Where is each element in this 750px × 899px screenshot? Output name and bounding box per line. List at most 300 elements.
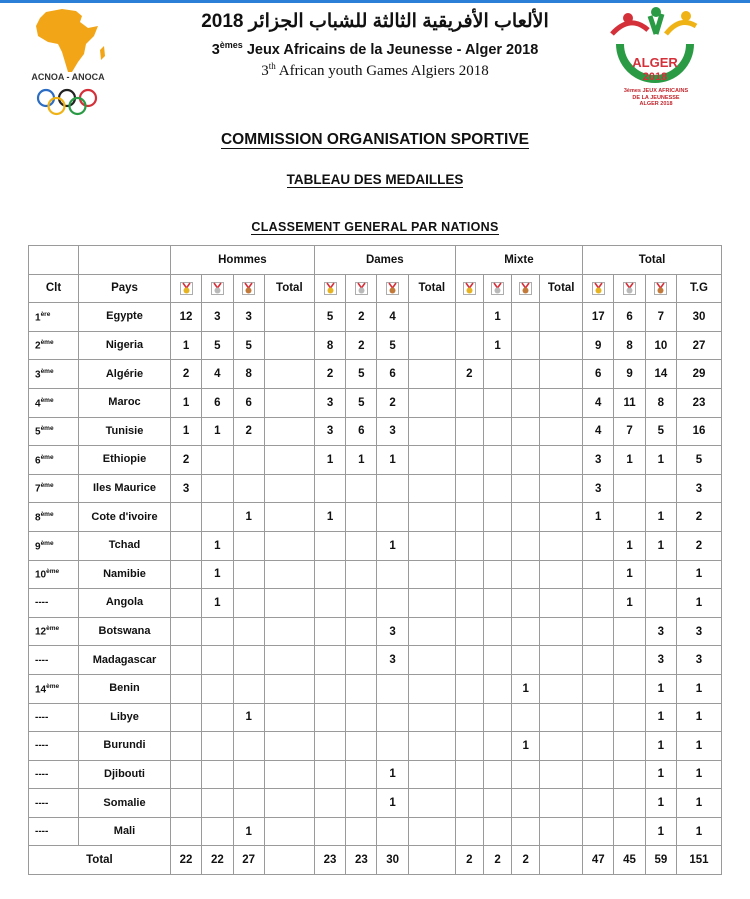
medal-count-cell [614,732,645,761]
medal-count-cell [540,589,583,618]
medal-count-cell [264,703,314,732]
medal-count-cell [202,760,233,789]
medal-count-cell: 12 [170,303,201,332]
medal-count-cell: 1 [512,674,540,703]
medal-count-cell: 8 [314,331,345,360]
total-count-cell [264,846,314,875]
medal-count-cell [408,817,455,846]
french-title: 3èmes Jeux Africains de la Jeunesse - Alger 2018 [211,40,539,58]
acnoa-label: ACNOA - ANOCA [31,72,105,82]
medal-count-cell: 7 [645,303,676,332]
medal-count-cell: 1 [676,560,721,589]
commission-title: COMMISSION ORGANISATION SPORTIVE [220,131,529,148]
medal-count-cell [408,617,455,646]
medal-count-cell [202,817,233,846]
medal-count-cell [483,474,511,503]
medal-count-cell [483,560,511,589]
medal-count-cell [483,531,511,560]
medal-count-cell [264,417,314,446]
medal-count-cell [233,560,264,589]
medal-count-cell: 1 [314,503,345,532]
medal-count-cell [483,589,511,618]
medal-count-cell [264,474,314,503]
medal-count-cell: 1 [645,732,676,761]
country-cell: Tunisie [79,417,171,446]
medal-count-cell [540,617,583,646]
rank-cell: 1ère [29,303,79,332]
total-count-cell [408,846,455,875]
medal-count-cell [264,617,314,646]
medal-count-cell [314,531,345,560]
rank-cell: ---- [29,789,79,818]
medal-count-cell: 17 [583,303,614,332]
country-cell: Namibie [79,560,171,589]
country-cell: Maroc [79,388,171,417]
medal-count-cell [455,503,483,532]
rank-cell: ---- [29,646,79,675]
medal-count-cell [314,646,345,675]
bronze-medal-icon [645,274,676,303]
medal-count-cell: 3 [583,446,614,475]
medal-count-cell [408,789,455,818]
medal-count-cell: 27 [676,331,721,360]
medal-count-cell [408,703,455,732]
medal-count-cell: 6 [377,360,408,389]
medal-count-cell [512,531,540,560]
tableau-title: TABLEAU DES MEDAILLES [286,172,464,187]
medal-count-cell [170,732,201,761]
total-count-cell: 47 [583,846,614,875]
medal-count-cell: 1 [377,760,408,789]
medal-count-cell [583,789,614,818]
medal-count-cell [170,589,201,618]
medal-count-cell: 11 [614,388,645,417]
medal-count-cell [346,703,377,732]
medal-count-cell [540,560,583,589]
medal-count-cell [540,732,583,761]
medal-count-cell: 3 [314,417,345,446]
medal-count-cell [408,560,455,589]
medal-count-cell [483,674,511,703]
country-cell: Djibouti [79,760,171,789]
medal-count-cell: 1 [645,789,676,818]
medal-count-cell [346,589,377,618]
rank-cell: 2ème [29,331,79,360]
group-header-row [29,246,722,275]
medal-count-cell: 3 [676,617,721,646]
medal-count-cell [346,817,377,846]
total-count-cell: 59 [645,846,676,875]
rank-cell: ---- [29,760,79,789]
medal-count-cell [346,732,377,761]
rank-cell: 9ème [29,531,79,560]
country-cell: Angola [79,589,171,618]
medal-count-cell [512,617,540,646]
medal-count-cell: 2 [233,417,264,446]
medal-count-cell: 5 [346,360,377,389]
medal-count-cell: 1 [233,703,264,732]
medal-count-cell [540,817,583,846]
classement-title: CLASSEMENT GENERAL PAR NATIONS [251,220,499,234]
medal-count-cell: 1 [676,817,721,846]
total-row [29,846,722,875]
medal-count-cell [264,446,314,475]
medal-count-cell [170,817,201,846]
medal-count-cell [455,703,483,732]
total-count-cell: 151 [676,846,721,875]
medal-count-cell [170,560,201,589]
games-emblem-icon [600,4,710,86]
medal-count-cell [202,617,233,646]
medal-count-cell [483,732,511,761]
country-cell: Mali [79,817,171,846]
medal-count-cell: 3 [645,617,676,646]
bronze-medal-icon [233,274,264,303]
medal-count-cell [540,388,583,417]
medal-count-cell: 1 [233,817,264,846]
medal-count-cell [614,617,645,646]
medal-count-cell: 1 [614,446,645,475]
medal-count-cell [377,817,408,846]
table-row [29,417,722,446]
medal-count-cell [512,331,540,360]
medal-count-cell: 1 [377,531,408,560]
medal-count-cell: 1 [676,789,721,818]
medal-count-cell [483,617,511,646]
medal-count-cell: 1 [676,674,721,703]
rank-cell: ---- [29,589,79,618]
col-total: Total [408,274,455,303]
medal-count-cell: 4 [583,417,614,446]
medal-count-cell: 16 [676,417,721,446]
medal-count-cell: 3 [676,646,721,675]
medal-count-cell [202,732,233,761]
medal-count-cell [614,817,645,846]
medal-count-cell [408,474,455,503]
table-row [29,674,722,703]
medal-count-cell: 3 [202,303,233,332]
total-count-cell: 45 [614,846,645,875]
medal-count-cell: 2 [676,503,721,532]
medal-count-cell: 3 [170,474,201,503]
medal-count-cell [408,531,455,560]
medal-count-cell [202,503,233,532]
medal-count-cell [264,560,314,589]
total-count-cell: 23 [346,846,377,875]
medal-count-cell: 6 [614,303,645,332]
logo-year-text: 2018 [642,71,668,83]
medal-count-cell [455,560,483,589]
medal-count-cell [377,674,408,703]
medal-count-cell: 1 [645,503,676,532]
medal-count-cell: 2 [377,388,408,417]
medal-count-cell [170,503,201,532]
country-cell: Iles Maurice [79,474,171,503]
top-blue-line [0,0,750,3]
medal-count-cell [408,417,455,446]
col-pays: Pays [79,274,171,303]
table-row [29,531,722,560]
medal-count-cell: 1 [645,703,676,732]
medal-count-cell [540,331,583,360]
medal-count-cell [264,674,314,703]
medal-count-cell [408,503,455,532]
country-cell: Somalie [79,789,171,818]
col-total: Total [264,274,314,303]
medal-count-cell: 1 [645,674,676,703]
medal-count-cell [170,531,201,560]
country-cell: Egypte [79,303,171,332]
medal-count-cell: 2 [455,360,483,389]
medal-count-cell: 1 [676,703,721,732]
rank-cell: 4ème [29,388,79,417]
table-row [29,617,722,646]
medal-count-cell [233,789,264,818]
table-row [29,446,722,475]
medal-count-cell [202,446,233,475]
country-cell: Cote d'ivoire [79,503,171,532]
total-count-cell [540,846,583,875]
medal-count-cell: 14 [645,360,676,389]
country-cell: Benin [79,674,171,703]
medal-count-cell: 2 [170,446,201,475]
rank-cell: ---- [29,732,79,761]
group-mixte: Mixte [455,246,582,275]
medal-count-cell [264,732,314,761]
medal-count-cell: 1 [202,531,233,560]
medal-count-cell [233,646,264,675]
medal-count-cell [614,760,645,789]
medal-count-cell: 1 [233,503,264,532]
medal-count-cell: 4 [202,360,233,389]
medal-count-cell: 30 [676,303,721,332]
medal-count-cell: 1 [202,560,233,589]
medal-count-cell [512,560,540,589]
silver-medal-icon [202,274,233,303]
medal-count-cell [614,703,645,732]
medal-count-cell [483,360,511,389]
table-row [29,388,722,417]
medal-count-cell [583,817,614,846]
total-count-cell: 22 [170,846,201,875]
logo-alger-text: ALGER [632,55,678,70]
group-hommes: Hommes [170,246,314,275]
medal-count-cell [377,503,408,532]
medal-count-cell [202,789,233,818]
gold-medal-icon [314,274,345,303]
table-row [29,331,722,360]
medal-count-cell: 1 [676,760,721,789]
medal-count-cell [455,446,483,475]
medal-count-cell [408,646,455,675]
total-count-cell: 23 [314,846,345,875]
medal-count-cell [540,789,583,818]
medal-count-cell [483,503,511,532]
medal-count-cell [314,589,345,618]
medal-count-cell: 29 [676,360,721,389]
arabic-title: الألعاب الأفريقية الثالثة للشباب الجزائر 2018 [201,11,549,32]
medal-count-cell [377,474,408,503]
medal-count-cell [170,646,201,675]
table-row [29,560,722,589]
medal-count-cell [455,760,483,789]
medal-count-cell [408,674,455,703]
medal-count-cell [264,789,314,818]
medal-count-cell [264,360,314,389]
medal-count-cell [512,646,540,675]
medal-count-cell [233,531,264,560]
medal-count-cell: 3 [676,474,721,503]
medal-count-cell [264,589,314,618]
medal-count-cell [614,474,645,503]
medal-count-cell: 5 [346,388,377,417]
medal-count-cell [583,674,614,703]
medal-count-cell [377,732,408,761]
total-count-cell: 2 [483,846,511,875]
olympic-rings-icon [36,88,98,116]
medal-count-cell [540,417,583,446]
medal-count-cell [583,560,614,589]
country-cell: Burundi [79,732,171,761]
medal-count-cell: 5 [314,303,345,332]
medal-count-cell [512,474,540,503]
medal-count-cell: 5 [645,417,676,446]
group-dames: Dames [314,246,455,275]
medal-count-cell [377,589,408,618]
medal-count-cell: 1 [614,560,645,589]
medal-count-cell [314,703,345,732]
medal-count-cell: 1 [512,732,540,761]
medal-count-cell [540,646,583,675]
medal-count-cell: 9 [583,331,614,360]
medal-count-cell [408,446,455,475]
medal-count-cell [540,503,583,532]
medal-count-cell: 3 [645,646,676,675]
silver-medal-icon [614,274,645,303]
medal-count-cell: 7 [614,417,645,446]
medal-count-cell [512,503,540,532]
medal-count-cell: 1 [202,417,233,446]
medal-count-cell [614,646,645,675]
medal-count-cell [455,531,483,560]
medal-count-cell [483,446,511,475]
silver-medal-icon [346,274,377,303]
medal-count-cell: 1 [170,417,201,446]
medal-count-cell: 1 [314,446,345,475]
rank-cell: ---- [29,817,79,846]
rank-cell: 14ème [29,674,79,703]
medal-count-cell [540,446,583,475]
medal-count-cell [455,646,483,675]
medal-count-cell [540,531,583,560]
rank-cell: 6ème [29,446,79,475]
medal-count-cell: 1 [377,446,408,475]
medal-count-cell [170,760,201,789]
medal-count-cell [583,732,614,761]
medal-count-cell [233,760,264,789]
silver-medal-icon [483,274,511,303]
medal-count-cell [346,560,377,589]
medal-count-cell [583,589,614,618]
medal-count-cell [408,388,455,417]
total-count-cell: 30 [377,846,408,875]
medal-count-cell: 4 [377,303,408,332]
medal-count-cell [346,531,377,560]
table-row [29,817,722,846]
medal-count-cell [170,789,201,818]
medal-count-cell: 1 [645,760,676,789]
medal-count-cell: 1 [202,589,233,618]
medal-count-cell [512,817,540,846]
medal-count-cell [483,703,511,732]
medal-count-cell [346,674,377,703]
medal-count-cell [512,417,540,446]
table-row [29,360,722,389]
medal-count-cell [314,617,345,646]
medal-count-cell: 6 [346,417,377,446]
gold-medal-icon [455,274,483,303]
table-row [29,474,722,503]
medal-count-cell: 8 [233,360,264,389]
medal-count-cell: 2 [676,531,721,560]
medal-count-cell [408,589,455,618]
english-title: 3th African youth Games Algiers 2018 [261,61,489,79]
medal-count-cell: 3 [583,474,614,503]
medal-count-cell: 1 [483,303,511,332]
medal-count-cell [202,674,233,703]
gold-medal-icon [583,274,614,303]
medal-count-cell [408,360,455,389]
medal-count-cell [583,646,614,675]
medal-count-cell: 9 [614,360,645,389]
col-total: Total [540,274,583,303]
medal-count-cell [233,589,264,618]
medal-count-cell: 3 [377,646,408,675]
medal-count-cell [614,789,645,818]
medal-count-cell [455,417,483,446]
medal-count-cell [512,388,540,417]
medal-count-cell: 1 [170,331,201,360]
table-row [29,789,722,818]
medal-count-cell [314,674,345,703]
medal-count-cell: 2 [170,360,201,389]
medal-count-cell [264,531,314,560]
country-cell: Nigeria [79,331,171,360]
medal-count-cell [455,303,483,332]
medal-count-cell: 2 [346,303,377,332]
medal-count-cell [233,617,264,646]
logo-caption: 3èmes JEUX AFRICAINS DE LA JEUNESSE ALGER 2018 [623,88,689,107]
medal-count-cell: 23 [676,388,721,417]
medal-count-cell [346,760,377,789]
medal-count-cell [583,703,614,732]
total-count-cell: 2 [512,846,540,875]
medal-count-cell [583,531,614,560]
medal-count-cell [512,789,540,818]
medal-count-cell [233,732,264,761]
medal-count-cell: 1 [346,446,377,475]
medal-count-cell [314,789,345,818]
medal-count-cell: 1 [483,331,511,360]
rank-cell: ---- [29,703,79,732]
col-clt: Clt [29,274,79,303]
medal-count-cell: 6 [202,388,233,417]
medal-count-cell [264,303,314,332]
country-cell: Tchad [79,531,171,560]
medal-count-cell [483,646,511,675]
medal-count-cell: 1 [645,446,676,475]
medal-count-cell: 1 [377,789,408,818]
